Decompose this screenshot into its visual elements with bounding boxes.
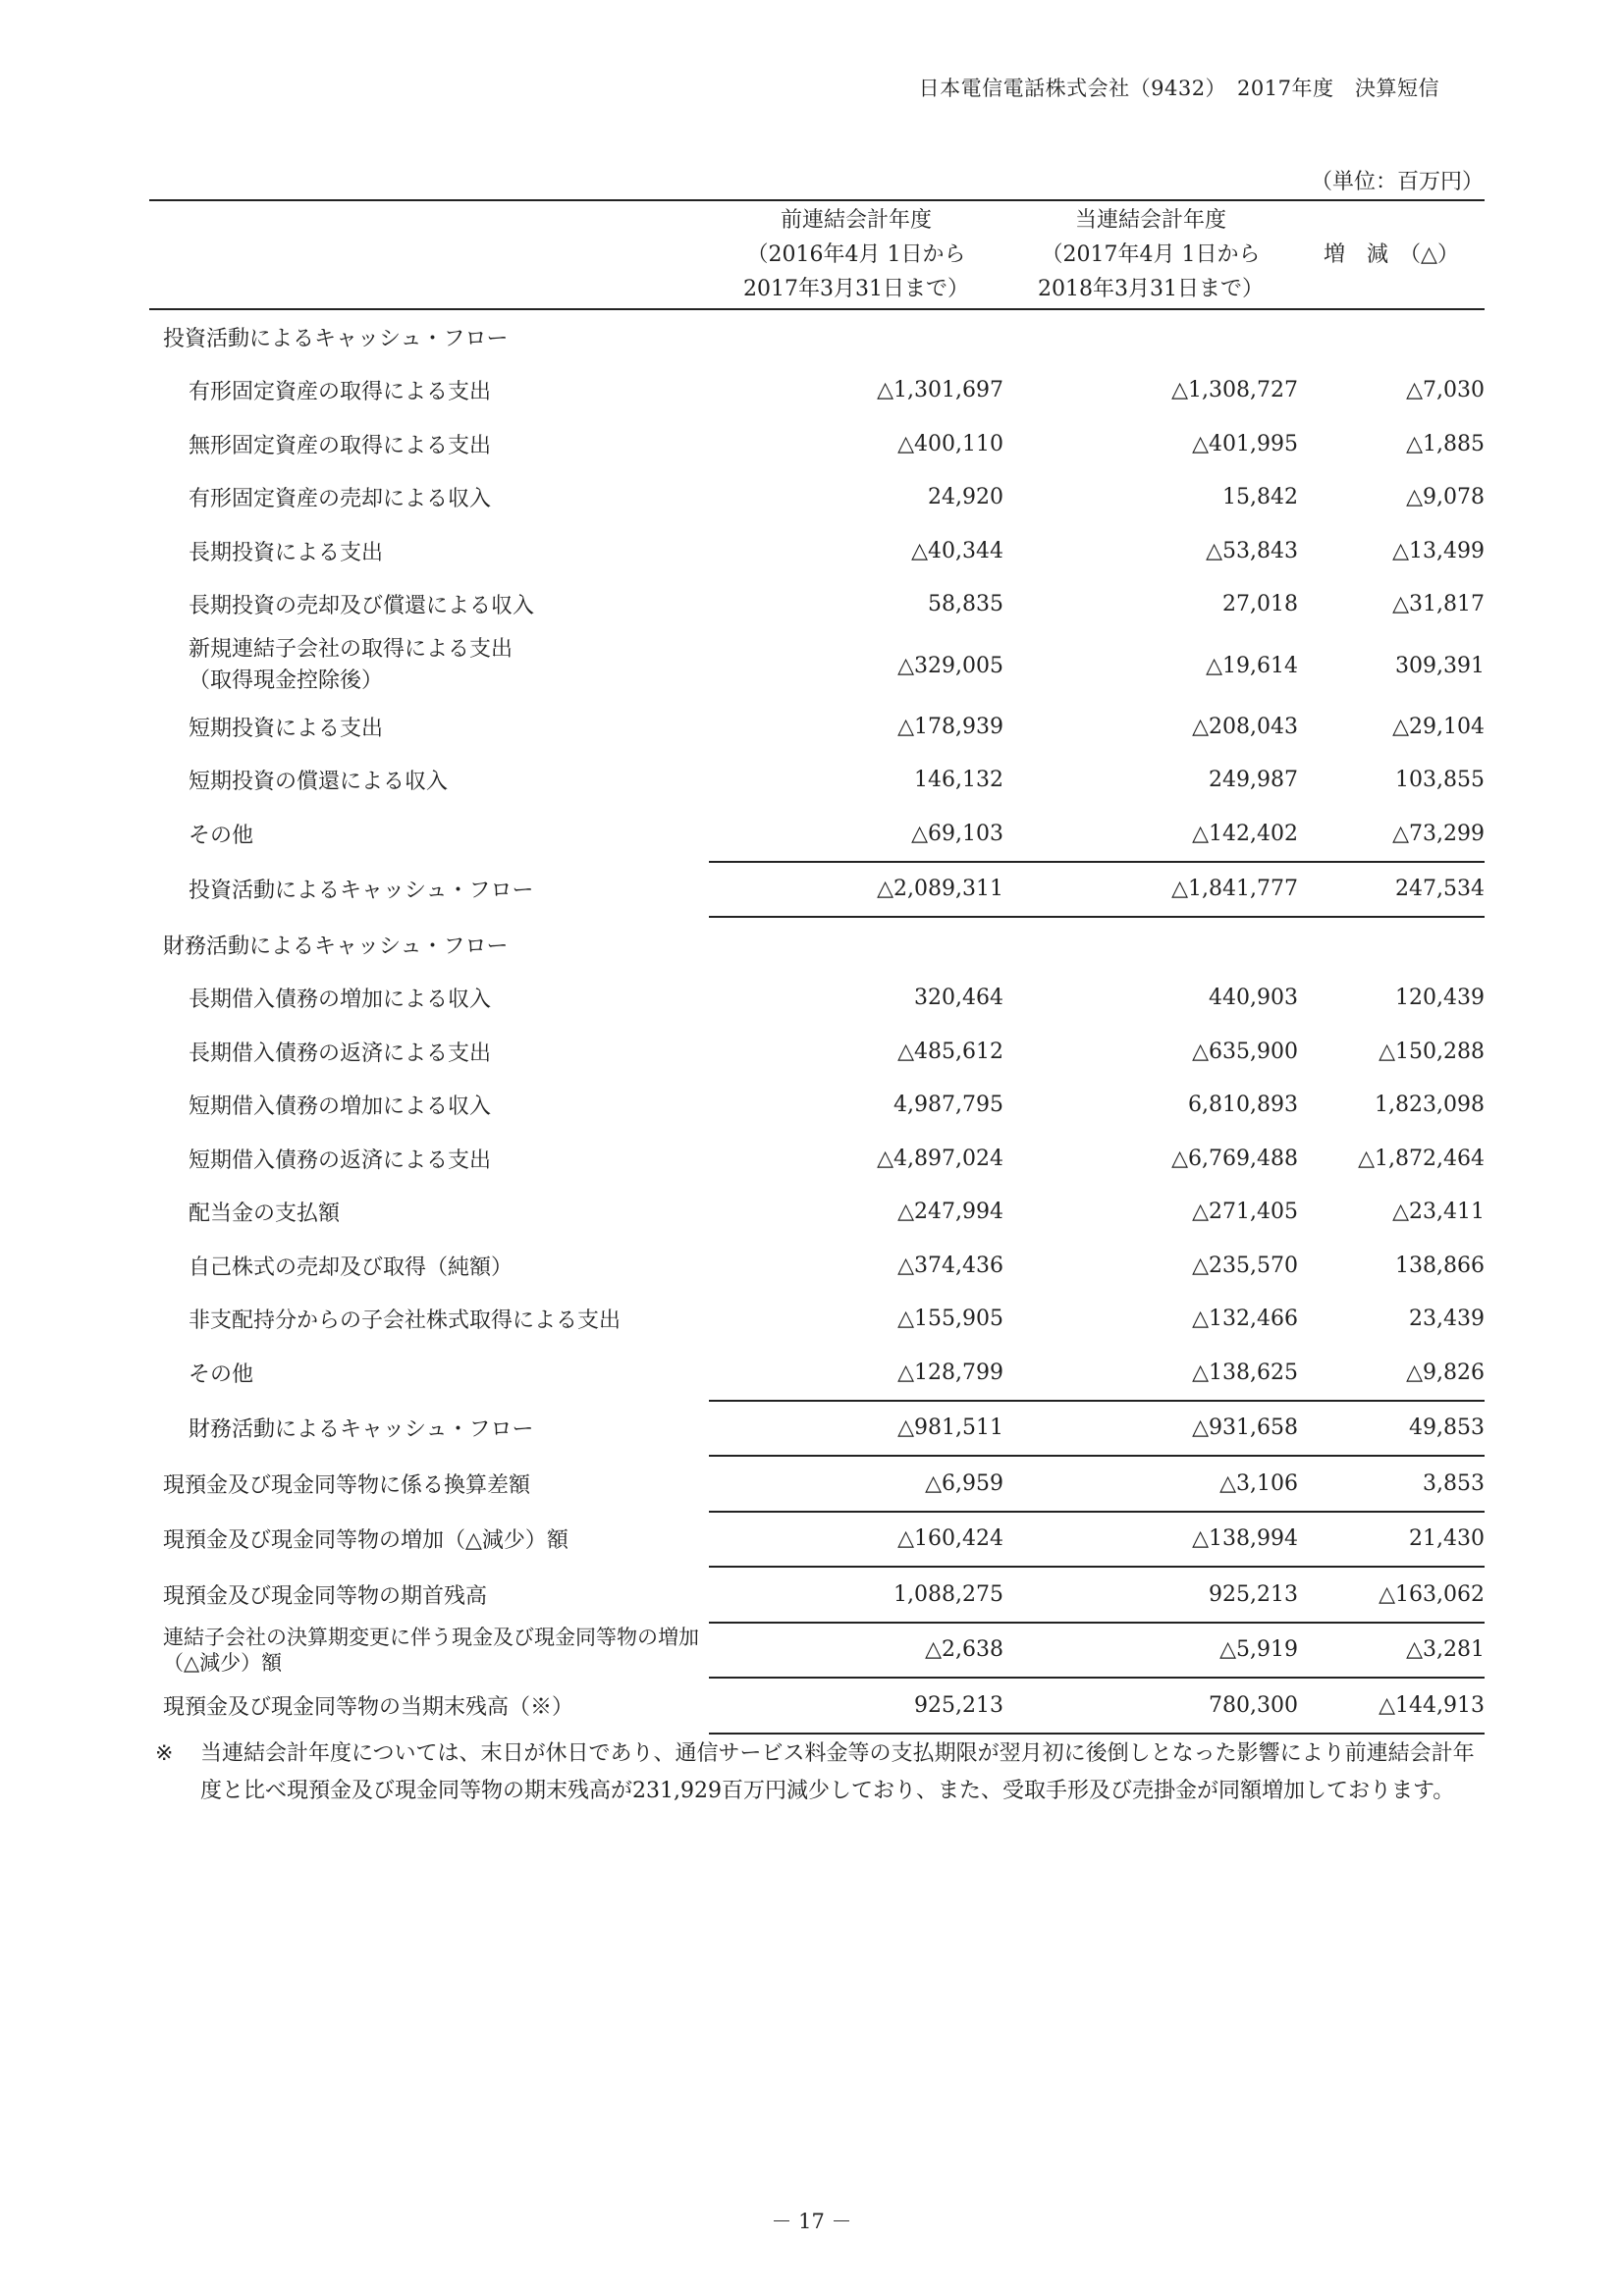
table-row: [149, 1678, 1485, 1734]
prev-value: 925,213: [709, 1678, 1003, 1734]
unit-label: （単位：百万円）: [1310, 170, 1484, 194]
table-row: [149, 972, 1485, 1026]
table-row: [149, 1293, 1485, 1347]
curr-value: △138,625: [1192, 1360, 1298, 1385]
diff-value: 309,391: [1395, 653, 1485, 678]
curr-value: 249,987: [1209, 768, 1298, 793]
prev-value: 320,464: [914, 986, 1003, 1011]
prev-year-range-start: （2016年4月 1日から: [746, 242, 966, 267]
row-label: 現預金及び現金同等物の増加（△減少）額: [163, 1528, 568, 1554]
table-row: [149, 1132, 1485, 1186]
table-row: [149, 1512, 1485, 1568]
prev-value: △69,103: [911, 821, 1003, 846]
header-label-cell: [149, 200, 709, 309]
investing-total-label: 投資活動によるキャッシュ・フロー: [189, 879, 534, 904]
curr-value: △3,106: [1003, 1456, 1298, 1512]
diff-value: 247,534: [1298, 862, 1485, 918]
footnote: [149, 1735, 1485, 1810]
prev-year-range-end: 2017年3月31日まで）: [743, 277, 969, 301]
curr-value: △53,843: [1206, 538, 1298, 563]
curr-value: 780,300: [1003, 1678, 1298, 1734]
document-header: 日本電信電話株式会社（9432） 2017年度 決算短信: [918, 77, 1439, 100]
prev-value: △374,436: [897, 1253, 1003, 1278]
table-row: [149, 1079, 1485, 1133]
prev-value: △2,089,311: [709, 862, 1003, 918]
curr-year-title: 当連結会計年度: [1074, 208, 1226, 233]
table-row: [149, 1239, 1485, 1293]
prev-value: 58,835: [928, 592, 1003, 617]
curr-value: △19,614: [1206, 653, 1298, 678]
diff-value: △7,030: [1406, 378, 1485, 403]
table-row: [149, 578, 1485, 632]
prev-value: △400,110: [897, 431, 1003, 456]
curr-value: 27,018: [1222, 592, 1298, 617]
page-number: － 17 －: [771, 2210, 852, 2233]
prev-value: △981,511: [709, 1401, 1003, 1457]
row-label: 短期借入債務の返済による支出: [189, 1148, 492, 1173]
table-row: [149, 1025, 1485, 1079]
prev-value: 1,088,275: [709, 1567, 1003, 1623]
curr-value: △142,402: [1192, 821, 1298, 846]
diff-value: 138,866: [1395, 1253, 1485, 1278]
prev-value: △160,424: [709, 1512, 1003, 1568]
curr-value: △132,466: [1192, 1307, 1298, 1332]
financing-section-title: 財務活動によるキャッシュ・フロー: [163, 934, 509, 959]
table-row: [149, 1456, 1485, 1512]
table-header-row: [149, 200, 1485, 309]
prev-value: 146,132: [914, 768, 1003, 793]
table-row: [149, 1567, 1485, 1623]
curr-value: △931,658: [1003, 1401, 1298, 1457]
diff-value: 1,823,098: [1375, 1093, 1485, 1118]
financing-total-label: 財務活動によるキャッシュ・フロー: [189, 1417, 534, 1443]
table-row: [149, 1346, 1485, 1401]
prev-value: △329,005: [897, 653, 1003, 678]
diff-value: △1,885: [1406, 431, 1485, 456]
cash-flow-table: [149, 199, 1485, 1735]
prev-year-title: 前連結会計年度: [780, 208, 932, 233]
row-label-line2: （取得現金控除後）: [189, 668, 384, 693]
prev-value: 4,987,795: [893, 1093, 1003, 1118]
row-label: 現預金及び現金同等物に係る換算差額: [163, 1472, 531, 1498]
row-label: 無形固定資産の取得による支出: [189, 433, 492, 458]
row-label: 短期借入債務の増加による収入: [189, 1095, 492, 1120]
row-label: 非支配持分からの子会社株式取得による支出: [189, 1308, 622, 1334]
diff-value: △73,299: [1392, 821, 1485, 846]
curr-value: △208,043: [1192, 714, 1298, 739]
diff-value: △150,288: [1379, 1039, 1485, 1064]
section-title-row: [149, 917, 1485, 972]
prev-value: △40,344: [911, 538, 1003, 563]
prev-value: △178,939: [897, 714, 1003, 739]
prev-value: △155,905: [897, 1307, 1003, 1332]
diff-value: △163,062: [1298, 1567, 1485, 1623]
row-label: 短期投資による支出: [189, 716, 384, 741]
table-row: [149, 364, 1485, 418]
header-prev-year: [709, 200, 1003, 309]
diff-value: △1,872,464: [1358, 1146, 1485, 1171]
diff-value: △144,913: [1298, 1678, 1485, 1734]
curr-value: 15,842: [1222, 485, 1298, 510]
prev-value: 24,920: [928, 485, 1003, 510]
row-label: 有形固定資産の取得による支出: [189, 380, 492, 405]
subtotal-row: [149, 1401, 1485, 1457]
curr-value: △1,308,727: [1171, 378, 1298, 403]
row-label: 有形固定資産の売却による収入: [189, 487, 492, 512]
diff-value: 120,439: [1395, 986, 1485, 1011]
curr-value: △138,994: [1003, 1512, 1298, 1568]
table-row: [149, 700, 1485, 754]
curr-value: △401,995: [1192, 431, 1298, 456]
section-title-row: [149, 309, 1485, 364]
curr-value: △5,919: [1003, 1623, 1298, 1679]
curr-year-range-end: 2018年3月31日まで）: [1038, 277, 1264, 301]
header-diff: [1298, 200, 1485, 309]
diff-value: △31,817: [1392, 592, 1485, 617]
row-label-line1: 新規連結子会社の取得による支出: [189, 637, 514, 662]
prev-value: △6,959: [709, 1456, 1003, 1512]
curr-value: △6,769,488: [1171, 1146, 1298, 1171]
diff-value: △13,499: [1392, 538, 1485, 563]
table-row: [149, 807, 1485, 862]
table-row: [149, 754, 1485, 808]
row-label: 短期投資の償還による収入: [189, 770, 449, 795]
diff-value: △29,104: [1392, 714, 1485, 739]
diff-value: 49,853: [1298, 1401, 1485, 1457]
investing-section-title: 投資活動によるキャッシュ・フロー: [163, 326, 509, 351]
table-row: [149, 631, 1485, 700]
table-row: [149, 1186, 1485, 1240]
row-label: 長期投資の売却及び償還による収入: [189, 594, 535, 619]
diff-value: 3,853: [1298, 1456, 1485, 1512]
diff-title: 増 減 （△）: [1324, 242, 1459, 267]
prev-value: △247,994: [897, 1200, 1003, 1225]
diff-value: △9,826: [1406, 1360, 1485, 1385]
prev-value: △128,799: [897, 1360, 1003, 1385]
row-label: 自己株式の売却及び取得（純額）: [189, 1255, 514, 1280]
header-curr-year: [1003, 200, 1298, 309]
row-label: その他: [189, 1362, 254, 1388]
diff-value: △23,411: [1392, 1200, 1485, 1225]
curr-value: △1,841,777: [1003, 862, 1298, 918]
row-label: 現預金及び現金同等物の当期末残高（※）: [163, 1694, 574, 1720]
curr-year-range-start: （2017年4月 1日から: [1041, 242, 1261, 267]
prev-value: △2,638: [709, 1623, 1003, 1679]
table-row: [149, 524, 1485, 578]
curr-value: △235,570: [1192, 1253, 1298, 1278]
row-label: 連結子会社の決算期変更に伴う現金及び現金同等物の増加（△減少）額: [163, 1625, 699, 1675]
prev-value: △1,301,697: [877, 378, 1003, 403]
curr-value: 925,213: [1003, 1567, 1298, 1623]
subtotal-row: [149, 862, 1485, 918]
row-label: 長期借入債務の返済による支出: [189, 1041, 492, 1066]
row-label: 長期借入債務の増加による収入: [189, 988, 492, 1013]
diff-value: 21,430: [1298, 1512, 1485, 1568]
diff-value: 103,855: [1395, 768, 1485, 793]
prev-value: △4,897,024: [877, 1146, 1003, 1171]
row-label: 配当金の支払額: [189, 1201, 341, 1227]
row-label: [149, 631, 709, 700]
row-label: 長期投資による支出: [189, 540, 384, 565]
diff-value: 23,439: [1409, 1307, 1485, 1332]
table-row: [149, 471, 1485, 525]
footnote-text: 当連結会計年度については、末日が休日であり、通信サービス料金等の支払期限が翌月初に後倒しとなった影響により前連結会計年度と比べ現預金及び現金同等物の期末残高が231,929百万円減少しており、また、受取手形及び売掛金が同額増加しております。: [200, 1741, 1475, 1803]
curr-value: △635,900: [1192, 1039, 1298, 1064]
footnote-mark: ※: [155, 1741, 174, 1766]
row-label: 現預金及び現金同等物の期首残高: [163, 1583, 488, 1609]
row-label: その他: [189, 824, 254, 849]
diff-value: △9,078: [1406, 485, 1485, 510]
diff-value: △3,281: [1298, 1623, 1485, 1679]
table-row: [149, 417, 1485, 471]
prev-value: △485,612: [897, 1039, 1003, 1064]
curr-value: △271,405: [1192, 1200, 1298, 1225]
curr-value: 6,810,893: [1188, 1093, 1298, 1118]
curr-value: 440,903: [1209, 986, 1298, 1011]
table-row: [149, 1623, 1485, 1679]
